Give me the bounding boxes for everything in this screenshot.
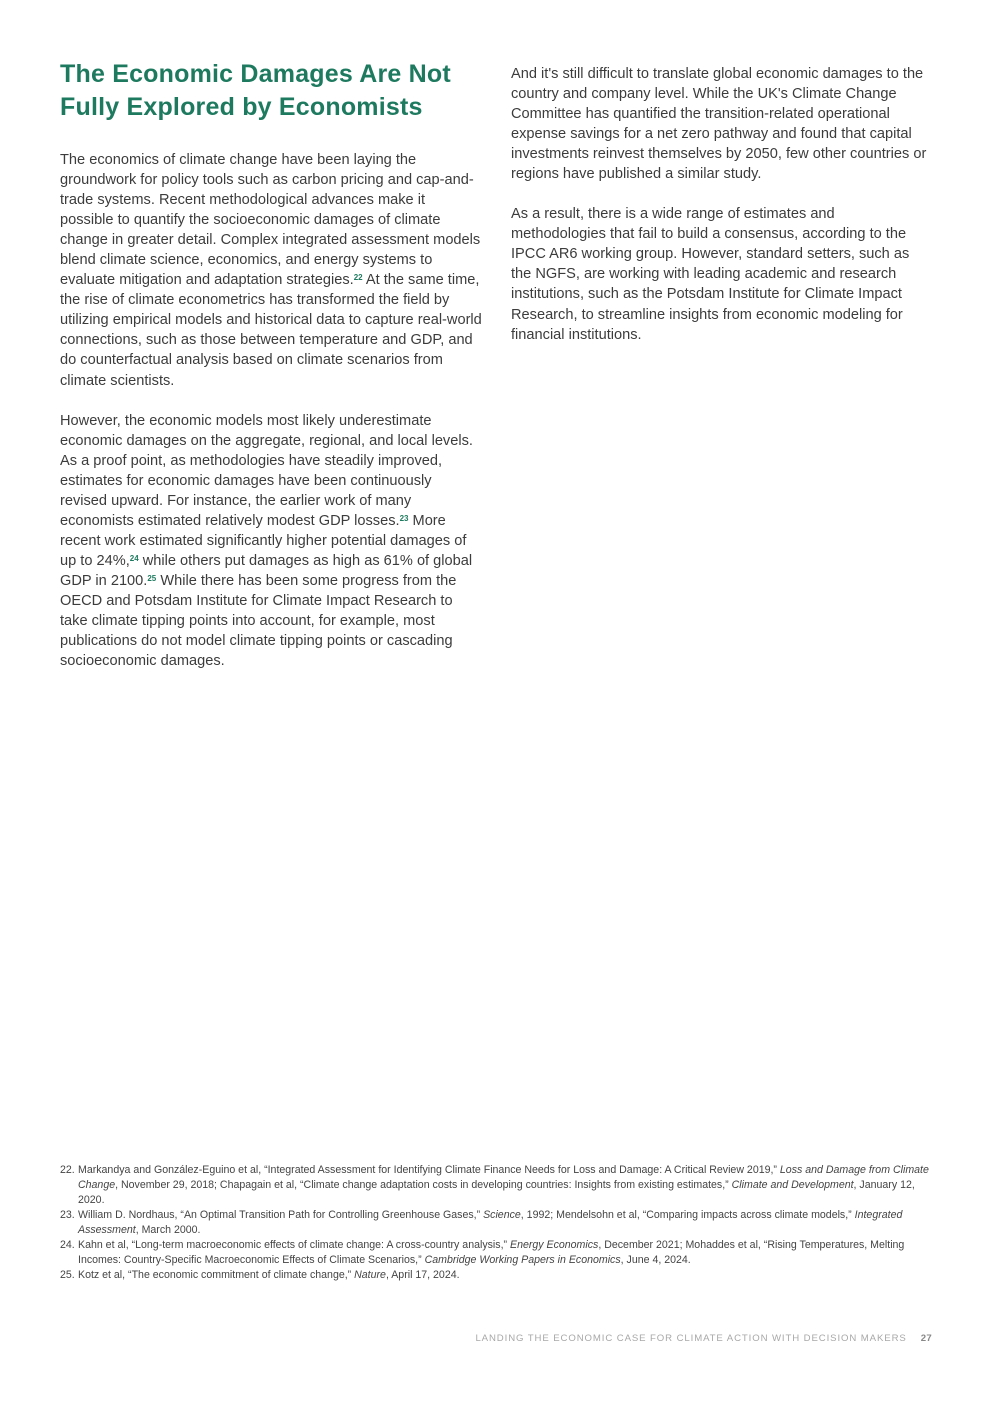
text: , 1992; Mendelsohn et al, “Comparing impacts across climate models,” [520,1209,855,1221]
footnote-number: 23. [60,1209,75,1221]
text: , January 12, 2020. [78,1179,915,1206]
footnote-ref[interactable]: 24 [129,553,139,563]
right-column [511,64,933,365]
text: Kahn et al, “Long-term macroeconomic effects of climate change: A cross-country analysis,” [78,1239,510,1251]
text: Markandya and González-Eguino et al, “Integrated Assessment for Identifying Climate Finance Needs for Loss and Damage: A Critical Review 2019,” [78,1164,780,1176]
publication: Integrated Assessment [78,1209,903,1236]
footnote [60,1238,940,1268]
left-column [60,58,482,691]
footnote [60,1268,940,1283]
publication: Energy Economics [510,1239,599,1251]
text: William D. Nordhaus, “An Optimal Transition Path for Controlling Greenhouse Gases,” [78,1209,484,1221]
text: , November 29, 2018; Chapagain et al, “Climate change adaptation costs in developing countries: Insights from existing estimates,” [115,1179,732,1191]
page-footer [475,1333,932,1344]
text: while others put damages as high as 61% of global GDP in 2100. [60,552,473,589]
footnote-number: 25. [60,1269,75,1281]
publication: Nature [354,1269,386,1281]
footnotes [60,1163,940,1283]
publication: Science [483,1209,521,1221]
footnote-number: 24. [60,1239,75,1251]
text: The economics of climate change have been laying the groundwork for policy tools such as carbon pricing and cap-and-trade systems. Recent methodological advances make it possible to quantify the socioeconomic damages of climate change in greater detail. Complex integrated assessment models blend climate science, economics, and energy systems to evaluate mitigation and adaptation strategies. [60,152,481,289]
text: , April 17, 2024. [385,1269,460,1281]
text: While there has been some progress from the OECD and Potsdam Institute for Climate Impact Research to take climate tipping points into account, for example, most publications do not model climate tipping points or cascading socioeconomic damages. [60,572,457,670]
paragraph [60,411,482,672]
text: , June 4, 2024. [620,1254,691,1266]
paragraph: And it's still difficult to translate global economic damages to the country and company level. While the UK's Climate Change Committee has quantified the transition-related operational expense savings for a net zero pathway and found that capital investments reinvest themselves by 2050, few other countries or regions have published a similar study. [511,66,927,183]
footnote-number: 22. [60,1164,75,1176]
footnote [60,1208,940,1238]
text: Kotz et al, “The economic commitment of climate change,” [78,1269,355,1281]
footnote-ref[interactable]: 25 [147,573,157,583]
text: , December 2021; Mohaddes et al, “Rising Temperatures, Melting Incomes: Country-Specific Macroeconomic Effects of Climate Scenarios,” [78,1239,905,1266]
text: More recent work estimated significantly higher potential damages of up to 24%, [60,512,467,569]
text: , March 2000. [135,1224,201,1236]
publication: Cambridge Working Papers in Economics [424,1254,621,1266]
footnote-ref[interactable]: 23 [399,513,409,523]
document-title: LANDING THE ECONOMIC CASE FOR CLIMATE ACTION WITH DECISION MAKERS [475,1333,907,1344]
section-heading: The Economic Damages Are Not Fully Explored by Economists [60,60,451,121]
footnote [60,1163,940,1208]
footnote-ref[interactable]: 22 [353,273,363,283]
paragraph [60,150,482,391]
text: However, the economic models most likely underestimate economic damages on the aggregate, regional, and local levels. As a proof point, as methodologies have steadily improved, estimates for economic damages have been continuously revised upward. For instance, the earlier work of many economists estimated relatively modest GDP losses. [60,412,473,529]
text: At the same time, the rise of climate econometrics has transformed the field by utilizing empirical models and historical data to capture real-world connections, such as those between temperature and GDP, and do counterfactual analysis based on climate scenarios from climate scientists. [60,272,482,389]
paragraph: As a result, there is a wide range of estimates and methodologies that fail to build a consensus, according to the IPCC AR6 working group. However, standard setters, such as the NGFS, are working with leading academic and research institutions, such as the Potsdam Institute for Climate Impact Research, to streamline insights from economic modeling for financial institutions. [511,206,910,343]
page-number: 27 [920,1333,932,1344]
publication: Climate and Development [731,1179,854,1191]
publication: Loss and Damage from Climate Change [78,1164,929,1191]
